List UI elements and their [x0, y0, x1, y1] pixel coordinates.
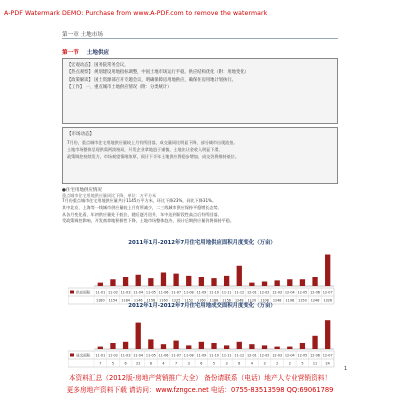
table-value: 4: [250, 361, 253, 366]
tick-label: 11-03: [120, 290, 131, 295]
table-value: 1120: [247, 298, 257, 303]
table-value: 1326: [323, 298, 333, 303]
table-value: 5: [301, 361, 304, 366]
bar: [211, 343, 216, 349]
bar: [136, 275, 141, 286]
tick-label: 12-05: [297, 353, 308, 358]
tick-label: 12-01: [246, 353, 257, 358]
section-title: [62, 48, 109, 56]
summary-line: 【热点观察】 规划建设用地指标调整，中国土地市场运行平稳，供应结构优化（附：用地变化）: [67, 70, 249, 76]
body-line: 其中北京、上海等一线城市供应量较上月有所减少，二三线城市供应保持平稳增长态势。: [62, 204, 222, 210]
table-value: 5: [212, 361, 216, 366]
bar: [123, 277, 128, 286]
bar: [300, 343, 305, 349]
tick-label: 11-12: [234, 353, 245, 358]
bar: [224, 345, 229, 349]
summary-line: 【政策解读】 国土资源部召开专题会议，明确保障房用地供应，确保住房用地计划执行。: [67, 77, 236, 83]
bar: [287, 279, 292, 286]
table-value: 6: [200, 361, 203, 366]
summary-line: 【宏观动态】 国务院常务会议，: [67, 63, 129, 68]
chart-supply-svg: [68, 248, 336, 306]
bar: [136, 323, 141, 349]
table-value: 5: [111, 361, 115, 366]
tick-label: 11-08: [183, 353, 194, 358]
tick-label: 11-10: [209, 290, 219, 295]
table-value: 1198: [285, 298, 295, 303]
tick-label: 11-02: [108, 353, 118, 358]
bar: [186, 276, 191, 286]
table-value: 1152: [184, 298, 194, 303]
table-value: 3: [225, 361, 228, 366]
tick-label: 11-01: [95, 353, 106, 358]
table-value: 22: [136, 361, 141, 366]
tick-label: 12-04: [284, 353, 295, 358]
section-title-text: 土地供应: [86, 50, 110, 56]
table-value: 4: [162, 361, 165, 366]
bar: [249, 344, 254, 349]
tick-label: 11-01: [95, 290, 106, 295]
table-value: 3: [263, 361, 266, 366]
bar: [123, 342, 128, 349]
bar: [237, 342, 242, 349]
tick-label: 12-05: [297, 290, 308, 295]
table-value: 1156: [146, 298, 156, 303]
tick-label: 11-05: [145, 353, 156, 358]
chart-title: 2012年1月-2012年7月住宅用地成交面积月度变化（万亩）: [128, 303, 276, 309]
table-value: 2: [288, 361, 291, 366]
table-value: 1225: [171, 298, 181, 303]
sub-note: 重点城市住宅用地供应量同比下降，单位：万平方米: [62, 193, 157, 198]
legend-label: 成交面积: [76, 353, 91, 358]
table-value: 1248: [234, 298, 244, 303]
bar: [199, 277, 204, 286]
bar: [300, 279, 305, 286]
legend-swatch: [70, 354, 74, 357]
tick-label: 11-06: [158, 353, 169, 358]
footer-line-2: 更多房地产资料下载 请访问：www.fzngce.net 电话：0755-83513598 QQ:69061789: [66, 386, 334, 394]
table-value: 1180: [95, 298, 105, 303]
tick-label: 11-04: [133, 290, 144, 295]
market-dynamics-box: [62, 127, 338, 184]
table-value: 2: [276, 361, 279, 366]
tick-label: 12-02: [259, 290, 270, 295]
bar: [186, 345, 191, 349]
footer-line-1: 本资料汇总（2012版-房地产营销推广大全） 备份请联系（电话）地产人专业营销资料！: [68, 374, 332, 382]
summary-box: [62, 58, 338, 124]
table-value: 7: [175, 361, 178, 366]
bar: [148, 278, 153, 286]
bar: [110, 279, 115, 286]
page-number: 1: [344, 366, 348, 372]
tick-label: 11-09: [196, 353, 207, 358]
body-paragraph: [62, 198, 338, 225]
table-value: 1248: [272, 298, 282, 303]
tick-label: 11-07: [171, 353, 182, 358]
tick-label: 12-02: [259, 353, 270, 358]
body-line: 受政策调控影响，开发商拿地积极性下降，土地市场整体趋冷，预计后期供应量仍将保持平稳。: [62, 218, 234, 224]
bar: [275, 280, 280, 286]
body-line: 从各月变化看，年初供应量处于低位，随后逐月回升，年中达到阶段性高点后有所回落，: [62, 211, 222, 217]
table-value: 1188: [209, 298, 219, 303]
table-value: 6: [124, 361, 127, 366]
tick-label: 11-07: [171, 290, 182, 295]
tick-label: 11-08: [183, 290, 194, 295]
sub-heading-text: ●住宅用地供应情况: [62, 188, 102, 193]
summary-line: 【工作】 一、重点城市土地供应情况（附：分类统计）: [67, 85, 172, 91]
bar: [98, 283, 103, 286]
legend-label: 供应面积: [76, 290, 91, 295]
table-value: 1160: [159, 298, 168, 303]
tick-label: 12-03: [272, 290, 283, 295]
bar: [148, 339, 153, 349]
bar: [110, 343, 115, 349]
tick-label: 12-07: [322, 290, 333, 295]
tick-label: 12-01: [246, 290, 257, 295]
tick-label: 11-03: [120, 353, 131, 358]
tick-label: 11-02: [108, 290, 118, 295]
table-value: 7: [99, 361, 102, 366]
bar: [312, 336, 317, 349]
bar: [312, 277, 317, 286]
table-value: 6: [238, 361, 241, 366]
tick-label: 11-06: [158, 290, 169, 295]
tick-label: 12-03: [272, 353, 283, 358]
table-value: 1108: [260, 298, 269, 303]
tick-label: 12-04: [284, 290, 295, 295]
tick-label: 11-10: [209, 353, 219, 358]
chart-deals-svg: [68, 311, 336, 369]
table-value: 1160: [197, 298, 206, 303]
table-value: 1154: [108, 298, 118, 303]
tick-label: 12-07: [322, 353, 333, 358]
bar: [173, 341, 178, 349]
bar: [224, 276, 229, 286]
bar: [325, 320, 330, 349]
table-value: 11: [312, 361, 318, 366]
bar: [275, 347, 280, 349]
market-line: 土地市场整体呈现供需两淡格局，开发企业拿地趋于谨慎，土地出让金收入明显下滑，: [67, 146, 223, 152]
legend-swatch: [70, 291, 74, 294]
bar: [237, 266, 242, 286]
market-dynamics-heading: 【市场动态】: [67, 132, 94, 137]
chart-title: 2011年1月-2012年7月住宅用地供应面积月度变化（万亩）: [128, 240, 276, 246]
chart-supply: [68, 238, 336, 306]
table-value: 1146: [133, 298, 143, 303]
chapter-header: 第一章 土地市场: [62, 30, 338, 39]
tick-label: 12-06: [310, 290, 320, 295]
bar: [173, 274, 178, 286]
table-value: 1156: [222, 298, 231, 303]
market-line: 7月份，重点城市住宅用地供应量较上月有所回落，成交量同比明显下降，部分城市出现流拍。: [67, 140, 238, 145]
table-value: 1150: [298, 298, 307, 303]
watermark-text: A-PDF Watermark DEMO: Purchase from www.A-PDF.com to remove the watermark: [4, 10, 268, 17]
bar: [325, 255, 330, 287]
table-value: 24: [325, 361, 330, 366]
bar: [161, 344, 166, 349]
bar: [249, 283, 254, 286]
bar: [262, 282, 267, 287]
bar: [161, 273, 166, 287]
bar: [199, 342, 204, 349]
bar: [98, 347, 103, 349]
market-line: 政策调控持续发力，市场观望情绪浓厚，预计下半年土地供应将稳步增加，成交仍将维持低位。: [67, 153, 239, 159]
table-value: 1248: [310, 298, 320, 303]
bar: [287, 347, 292, 349]
table-value: 8: [149, 361, 152, 366]
table-value: 1184: [121, 298, 130, 303]
table-value: 3: [187, 361, 190, 366]
tick-label: 11-12: [234, 290, 245, 295]
tick-label: 11-11: [221, 290, 232, 295]
section-number: 第一节: [62, 50, 79, 56]
body-line: 7月份重点城市住宅用地供应量共计1145万平方米，环比下降23%，同比下降31%。: [62, 198, 217, 203]
bar: [211, 278, 216, 286]
tick-label: 11-05: [145, 290, 156, 295]
bar: [262, 345, 267, 349]
tick-label: 12-06: [310, 353, 320, 358]
tick-label: 11-09: [196, 290, 207, 295]
tick-label: 11-11: [221, 353, 232, 358]
tick-label: 11-04: [133, 353, 144, 358]
